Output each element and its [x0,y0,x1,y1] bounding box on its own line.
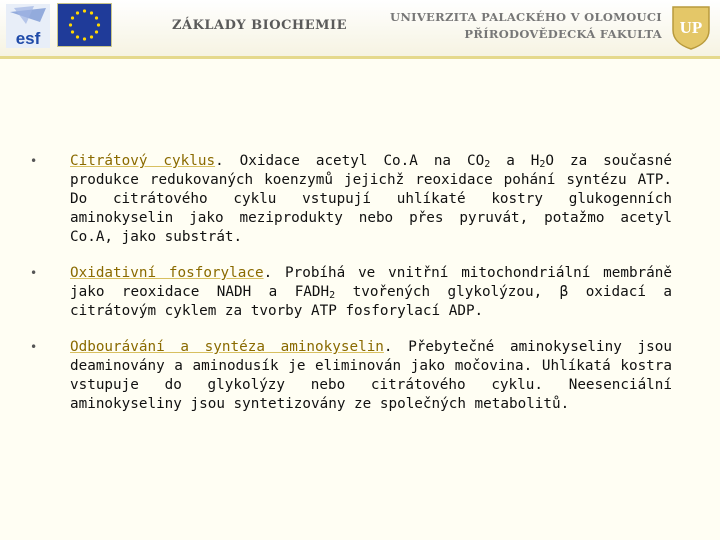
bullet-icon: • [30,340,38,354]
term-amino-acids: Odbourávání a syntéza aminokyselin [70,339,384,355]
svg-text:esf: esf [15,29,41,48]
list-item-citrate-cycle: • Citrátový cyklus. Oxidace acetyl Co.A na $CO_2$ a $H_2O$ za současné produkce redukovaných koenzymů jejichž reoxidace pohání syntézu ATP. Do citrátového cyklu vstupují uhlíkaté kostry glukogenních aminokyselin jako meziprodukty nebo přes pyruvát, potažmo acetyl Co.A, jako substrát. [30,153,672,245]
page-title: ZÁKLADY BIOCHEMIE [172,18,347,33]
list-item-oxidative-phosphorylation: • Oxidativní fosforylace. Probíhá ve vnitřní mitochondriální membráně jako reoxidace NADH a $FADH_2$ tvořených glykolýzou, β oxidací a citrátovým cyklem za tvorby ATP fosforylací ADP. [30,265,673,319]
esf-logo-icon [6,4,50,48]
faculty-name: PŘÍRODOVĚDECKÁ FAKULTA [464,27,662,41]
list-item-amino-acids: • Odbourávání a syntéza aminokyselin. Přebytečné aminokyseliny jsou deaminovány a aminodusík je eliminován jako močovina. Uhlíkatá kostra vstupuje do glykolýzy nebo citrátového cyklu. Neesenciální aminokyseliny jsou syntetizovány ze společných metabolitů. [30,339,672,412]
eu-flag-icon [57,3,112,47]
university-logo-icon [670,4,712,50]
bullet-icon: • [30,154,38,168]
term-oxidative-phosphorylation: Oxidativní fosforylace [70,265,264,281]
slide-header [0,0,720,56]
term-citrate-cycle: Citrátový cyklus [70,153,216,169]
svg-text:UP: UP [679,18,703,37]
university-name: UNIVERZITA PALACKÉHO V OLOMOUCI [390,10,662,24]
header-divider [0,56,720,59]
bullet-list [30,152,672,431]
bullet-icon: • [30,266,38,280]
